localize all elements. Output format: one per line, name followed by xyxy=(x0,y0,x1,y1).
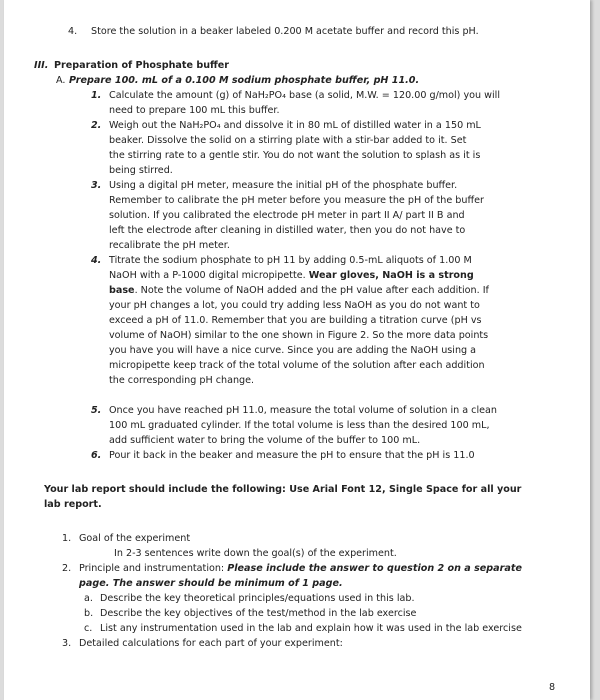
step-1-line-2: need to prepare 100 mL this buffer. xyxy=(109,105,280,116)
step-3-line-3: solution. If you calibrated the electrode pH meter in part II A/ part II B and xyxy=(109,210,465,221)
report-item-3-number: 3. xyxy=(62,638,72,649)
step-2-line-2: beaker. Dissolve the solid on a stirring plate with a stir-bar added to it. Set xyxy=(109,135,467,146)
section-roman: III. xyxy=(34,60,49,71)
top-item-text: Store the solution in a beaker labeled 0.200 M acetate buffer and record this pH. xyxy=(91,26,479,37)
report-item-2-text: Principle and instrumentation: xyxy=(79,563,228,574)
step-5-line-1: Once you have reached pH 11.0, measure the total volume of solution in a clean xyxy=(109,405,497,416)
step-4-line-8: micropipette keep track of the total volume of the solution after each addition xyxy=(109,360,485,371)
subsection-letter: A. xyxy=(56,75,66,86)
step-4-line-1: Titrate the sodium phosphate to pH 11 by adding 0.5-mL aliquots of 1.00 M xyxy=(109,255,472,266)
step-3-line-2: Remember to calibrate the pH meter before you measure the pH of the buffer xyxy=(109,195,484,206)
page-number: 8 xyxy=(549,682,556,693)
section-title: Preparation of Phosphate buffer xyxy=(54,60,230,71)
sub-c-letter: c. xyxy=(84,623,93,634)
step-4-line-6: volume of NaOH) similar to the one shown in Figure 2. So the more data points xyxy=(109,330,489,341)
step-3-line-1: Using a digital pH meter, measure the initial pH of the phosphate buffer. xyxy=(109,180,458,191)
report-intro-line-2: lab report. xyxy=(44,499,102,510)
report-item-2-emphasis: Please include the answer to question 2 on a separate xyxy=(227,563,522,574)
step-4-line-7: you have you will have a nice curve. Since you are adding the NaOH using a xyxy=(109,345,477,356)
step-2-number: 2. xyxy=(91,120,102,131)
step-2-line-3: the stirring rate to a gentle stir. You do not want the solution to splash as it is xyxy=(109,150,481,161)
step-1-line-1: Calculate the amount (g) of NaH₂PO₄ base (a solid, M.W. = 120.00 g/mol) you will xyxy=(109,90,500,101)
step-4-line-3 xyxy=(109,283,489,298)
step-4-line-5: exceed a pH of 11.0. Remember that you are building a titration curve (pH vs xyxy=(109,315,482,326)
step-3-number: 3. xyxy=(91,180,102,191)
step-3-line-5: recalibrate the pH meter. xyxy=(109,240,230,251)
step-6-number: 6. xyxy=(91,450,102,461)
subsection-title: Prepare 100. mL of a 0.100 M sodium phosphate buffer, pH 11.0. xyxy=(69,75,420,86)
report-item-3-text: Detailed calculations for each part of your experiment: xyxy=(79,638,343,649)
step-5-number: 5. xyxy=(91,405,102,416)
sub-b-text: Describe the key objectives of the test/method in the lab exercise xyxy=(100,608,417,619)
step-4-line-2 xyxy=(109,268,474,283)
report-item-2-number: 2. xyxy=(62,563,72,574)
sub-b-letter: b. xyxy=(84,608,94,619)
report-item-1-sub: In 2-3 sentences write down the goal(s) of the experiment. xyxy=(114,548,397,559)
step-2-line-1: Weigh out the NaH₂PO₄ and dissolve it in 80 mL of distilled water in a 150 mL xyxy=(109,120,481,131)
step-4-warning-end: base xyxy=(109,285,135,296)
report-item-2-line-2: page. The answer should be minimum of 1 page. xyxy=(79,578,343,589)
sub-a-letter: a. xyxy=(84,593,93,604)
step-4-line-9: the corresponding pH change. xyxy=(109,375,255,386)
report-item-2-line-1 xyxy=(79,561,522,576)
step-4-line-3-text: . Note the volume of NaOH added and the pH value after each addition. If xyxy=(134,285,489,296)
report-item-1-text: Goal of the experiment xyxy=(79,533,191,544)
step-4-warning: Wear gloves, NaOH is a strong xyxy=(308,270,474,281)
sub-a-text: Describe the key theoretical principles/equations used in this lab. xyxy=(100,593,415,604)
step-5-line-2: 100 mL graduated cylinder. If the total volume is less than the desired 100 mL, xyxy=(109,420,490,431)
step-4-number: 4. xyxy=(91,255,102,266)
report-intro-line-1: Your lab report should include the following: Use Arial Font 12, Single Space for all your xyxy=(44,484,522,495)
step-4-line-2-text: NaOH with a P-1000 digital micropipette. xyxy=(109,270,309,281)
document-page xyxy=(4,0,590,700)
step-5-line-3: add sufficient water to bring the volume of the buffer to 100 mL. xyxy=(109,435,421,446)
sub-c-text: List any instrumentation used in the lab and explain how it was used in the lab exercise xyxy=(100,623,522,634)
step-4-line-4: your pH changes a lot, you could try adding less NaOH as you do not want to xyxy=(109,300,480,311)
step-2-line-4: being stirred. xyxy=(109,165,173,176)
step-3-line-4: left the electrode after cleaning in distilled water, then you do not have to xyxy=(109,225,466,236)
report-item-1-number: 1. xyxy=(62,533,72,544)
step-6-line-1: Pour it back in the beaker and measure the pH to ensure that the pH is 11.0 xyxy=(109,450,475,461)
step-1-number: 1. xyxy=(91,90,102,101)
top-item-number: 4. xyxy=(68,26,78,37)
